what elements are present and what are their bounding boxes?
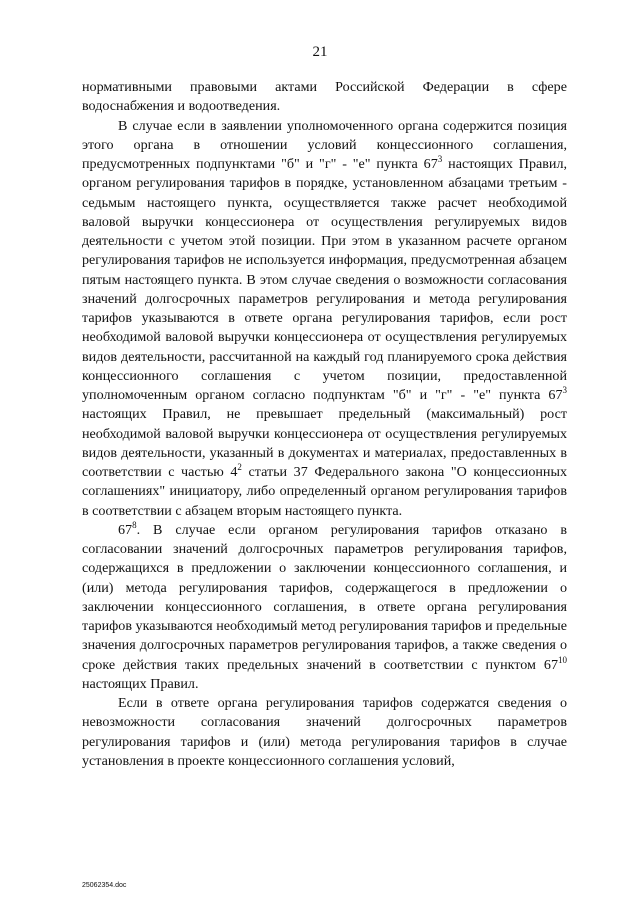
document-body <box>82 78 567 771</box>
text-run: В случае если в заявлении уполномоченного органа содержится позиция этого органа в отношении условий концессионного соглашения, предусмотренных подпунктами "б" и "г" - "е" пункта 67 <box>82 117 567 172</box>
text-run: настоящих Правил, не превышает предельный (максимальный) рост необходимой валовой выручки концессионера от осуществления регулируемых видов деятельности, указанный в документах и материалах, предоставленных в соответствии с частью 4 <box>82 406 567 480</box>
superscript: 3 <box>437 154 443 164</box>
paragraph <box>82 78 567 117</box>
paragraph <box>82 117 567 521</box>
text-run: настоящих Правил, органом регулирования тарифов в порядке, установленном абзацами третьим - седьмым настоящего пункта, осуществляется также расчет необходимой валовой выручки концессионера от осуществления регулируемых видов деятельности с учетом этой позиции. При этом в указанном расчете органом регулирования тарифов не используется информация, предусмотренная абзацем пятым настоящего пункта. В этом случае сведения о возможности согласования значений долгосрочных параметров регулирования и метода регулирования тарифов указываются в ответе органа регулирования тарифов, если рост необходимой валовой выручки концессионера от осуществления регулируемых видов деятельности, рассчитанной на каждый год планируемого срока действия концессионного соглашения с учетом позиции, предоставленной уполномоченным органом согласно подпунктам "б" и "г" - "е" пункта 67 <box>82 156 567 403</box>
superscript: 8 <box>132 519 137 530</box>
text-run: 67 <box>118 521 133 538</box>
text-run: . В случае если органом регулирования тарифов отказано в согласовании значений долгосрочных параметров регулирования тарифов, содержащихся в предложении о заключении концессионного соглашения, и (или) метода регулирования тарифов, содержащегося в предложении о заключении концессионного соглашения, в ответе органа регулирования тарифов указываются необходимый метод регулирования тарифов и предельные значения долгосрочных параметров регулирования тарифов, а также сведения о сроке действия таких предельных значений в соответствии с пунктом 67 <box>82 521 567 673</box>
text-run: статьи 37 Федерального закона "О концессионных соглашениях" инициатору, либо определенный органом регулирования тарифов в соответствии с абзацем вторым настоящего пункта. <box>82 464 567 519</box>
paragraph <box>82 694 567 771</box>
superscript: 10 <box>558 654 567 665</box>
paragraph <box>82 521 567 694</box>
superscript: 2 <box>237 462 242 472</box>
superscript: 3 <box>562 385 567 395</box>
text-run: настоящих Правил. <box>82 675 199 692</box>
footer-filename: 25062354.doc <box>82 882 127 889</box>
page-number: 21 <box>312 44 328 60</box>
text-run: нормативными правовыми актами Российской Федерации в сфере водоснабжения и водоотведения. <box>82 79 567 115</box>
text-run: Если в ответе органа регулирования тарифов содержатся сведения о невозможности согласования значений долгосрочных параметров регулирования тарифов и (или) метода регулирования тарифов в случае установления в проекте концессионного соглашения условий, <box>82 695 567 769</box>
